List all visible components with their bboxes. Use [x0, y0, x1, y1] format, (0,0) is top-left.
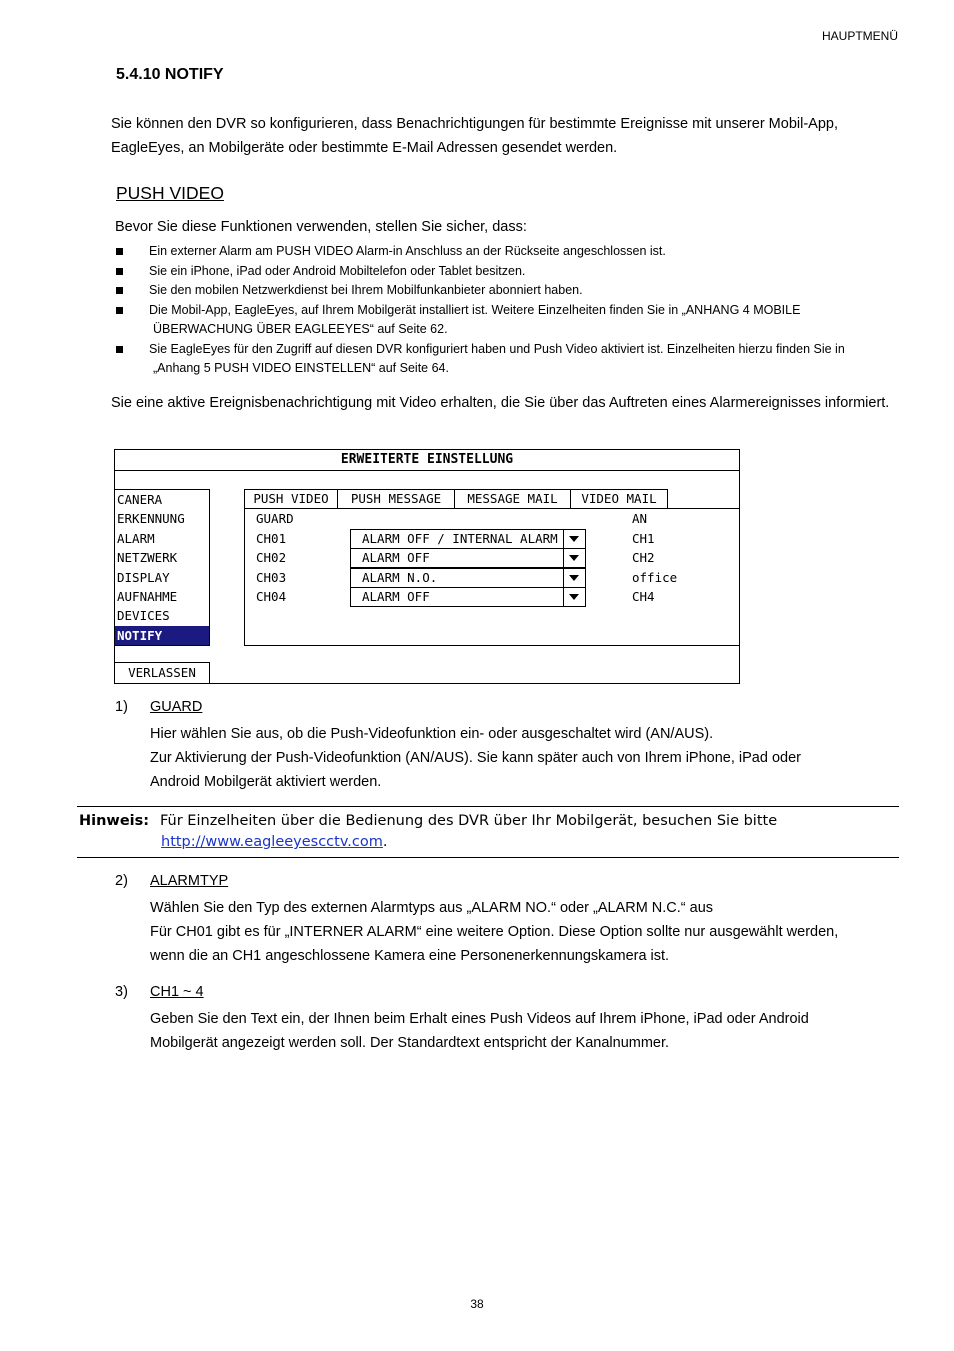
dialog-title: ERWEITERTE EINSTELLUNG: [115, 450, 739, 471]
guard-row: [245, 509, 739, 528]
note-box: Hinweis: Für Einzelheiten über die Bedienung des DVR über Ihr Mobilgerät, besuchen Sie bitte http://www.eagleeyescctv.com.: [77, 806, 899, 858]
item-title-alarmtyp: ALARMTYP: [150, 873, 229, 889]
channel-row: CH02 ALARM OFF CH2: [245, 548, 739, 567]
dropdown-arrow-icon[interactable]: [563, 530, 585, 548]
channel-name-field[interactable]: CH4: [632, 589, 655, 604]
item-description: Hier wählen Sie aus, ob die Push-Videofunktion ein- oder ausgeschaltet wird (AN/AUS). Zur Aktivierung der Push-Videofunktion (AN/AUS). Sie kann später auch von Ihrem iPhone, iPad oder Android Mobilgerät aktiviert werden.: [150, 726, 801, 790]
website-link[interactable]: http://www.eagleeyescctv.com: [161, 834, 383, 850]
tab-push-message[interactable]: PUSH MESSAGE: [337, 489, 455, 508]
alarm-type-select[interactable]: ALARM OFF / INTERNAL ALARM: [350, 529, 586, 549]
bullet-square-icon: [116, 268, 123, 275]
guard-value[interactable]: AN: [632, 511, 648, 526]
item-title-guard: GUARD: [150, 699, 203, 715]
channel-row: CH03 ALARM N.O. office: [245, 568, 739, 587]
menu-item-alarm[interactable]: ALARM: [117, 530, 155, 546]
note-label: Hinweis:: [79, 813, 150, 829]
channel-name-field[interactable]: CH2: [632, 550, 655, 565]
tab-message-mail[interactable]: MESSAGE MAIL: [454, 489, 571, 508]
intro-paragraph: Sie können den DVR so konfigurieren, dass Benachrichtigungen für bestimmte Ereignisse mit unserer Mobil-App, EagleEyes, an Mobilgeräte oder bestimmte E-Mail Adressen gesendet werden.: [111, 116, 838, 156]
page-number: 38: [470, 1297, 484, 1311]
list-item: Ein externer Alarm am PUSH VIDEO Alarm-in Anschluss an der Rückseite angeschlossen ist.: [115, 242, 895, 262]
dropdown-arrow-icon[interactable]: [563, 549, 585, 567]
running-header: HAUPTMENÜ: [821, 29, 898, 43]
item-number: 3): [115, 984, 128, 1000]
menu-item-notify[interactable]: NOTIFY: [115, 626, 209, 645]
tab-push-video[interactable]: PUSH VIDEO: [244, 489, 338, 508]
item-description: Geben Sie den Text ein, der Ihnen beim Erhalt eines Push Videos auf Ihrem iPhone, iPad oder Android Mobilgerät angezeigt werden soll. Der Standardtext entspricht der Kanalnummer.: [150, 1011, 809, 1051]
item-title-ch: CH1 ~ 4: [150, 984, 204, 1000]
alarm-type-select[interactable]: ALARM OFF: [350, 548, 586, 568]
alarm-type-select[interactable]: ALARM N.O.: [350, 568, 586, 588]
list-item: Sie ein iPhone, iPad oder Android Mobiltelefon oder Tablet besitzen.: [115, 262, 895, 282]
note-text: Für Einzelheiten über die Bedienung des DVR über Ihr Mobilgerät, besuchen Sie bitte: [160, 813, 778, 829]
alarm-type-select[interactable]: ALARM OFF: [350, 587, 586, 607]
bullet-square-icon: [116, 248, 123, 255]
bullet-square-icon: [116, 287, 123, 294]
bullet-square-icon: [116, 346, 123, 353]
dropdown-arrow-icon[interactable]: [563, 588, 585, 606]
channel-row: CH04 ALARM OFF CH4: [245, 587, 739, 606]
dvr-settings-dialog: [114, 449, 740, 684]
item-number: 2): [115, 873, 128, 889]
push-video-panel: [244, 508, 739, 646]
guard-label: GUARD: [256, 511, 294, 526]
dropdown-arrow-icon[interactable]: [563, 569, 585, 587]
channel-name-field[interactable]: CH1: [632, 530, 655, 546]
prerequisite-list: [115, 242, 895, 379]
item-number: 1): [115, 699, 128, 715]
exit-button[interactable]: VERLASSEN: [115, 662, 210, 683]
list-item: Sie den mobilen Netzwerkdienst bei Ihrem Mobilfunkanbieter abonniert haben.: [115, 281, 895, 301]
menu-item-detection[interactable]: ERKENNUNG: [117, 511, 185, 527]
list-item: Die Mobil-App, EagleEyes, auf Ihrem Mobilgerät installiert ist. Weitere Einzelheiten finden Sie in „ANHANG 4 MOBILE ÜBERWACHUNG ÜBER EAGLEEYES“ auf Seite 62.: [115, 301, 895, 340]
item-description: Wählen Sie den Typ des externen Alarmtyps aus „ALARM NO.“ oder „ALARM N.C.“ aus Für CH01 gibt es für „INTERNER ALARM“ eine weitere Option. Diese Option sollte nur ausgewählt werden, wenn die an CH1 angeschlossene Kamera eine Personenerkennungskamera ist.: [150, 900, 839, 964]
push-video-heading: PUSH VIDEO: [116, 183, 224, 203]
bullet-square-icon: [116, 307, 123, 314]
menu-item-devices[interactable]: DEVICES: [117, 608, 170, 624]
tab-video-mail[interactable]: VIDEO MAIL: [570, 489, 668, 508]
info-paragraph: Sie eine aktive Ereignisbenachrichtigung mit Video erhalten, die Sie über das Auftreten eines Alarmereignisses informiert.: [111, 395, 890, 411]
channel-name-field[interactable]: office: [632, 569, 678, 585]
menu-item-display[interactable]: DISPLAY: [117, 569, 170, 585]
menu-item-network[interactable]: NETZWERK: [117, 550, 178, 566]
prerequisites-intro: Bevor Sie diese Funktionen verwenden, stellen Sie sicher, dass:: [115, 219, 527, 235]
section-heading: 5.4.10 NOTIFY: [116, 66, 224, 83]
side-menu: [115, 489, 210, 646]
menu-item-camera[interactable]: CANERA: [117, 492, 163, 507]
menu-item-record[interactable]: AUFNAHME: [117, 588, 178, 604]
channel-row: CH01 ALARM OFF / INTERNAL ALARM CH1: [245, 529, 739, 548]
list-item: Sie EagleEyes für den Zugriff auf diesen DVR konfiguriert haben und Push Video aktiviert ist. Einzelheiten hierzu finden Sie in „Anhang 5 PUSH VIDEO EINSTELLEN“ auf Seite 64.: [115, 340, 895, 379]
